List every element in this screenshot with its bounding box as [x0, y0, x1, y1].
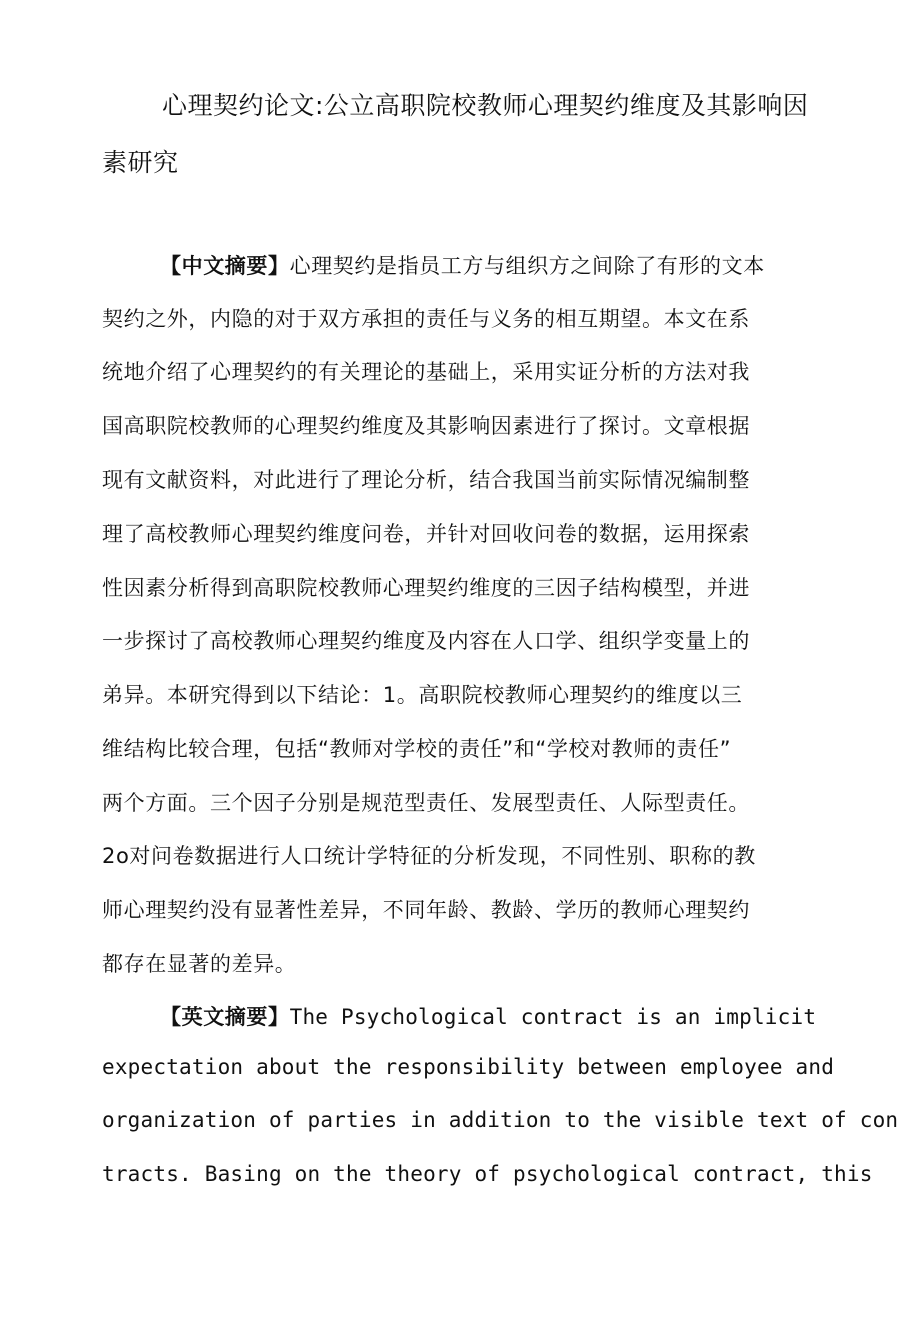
cn-abstract-line-8: 一步探讨了高校教师心理契约维度及内容在人口学、组织学变量上的: [102, 629, 750, 653]
en-abstract-line-3: organization of parties in addition to the visible text of con: [102, 1108, 899, 1132]
cn-abstract-line-7: 性因素分析得到高职院校教师心理契约维度的三因子结构模型，并进: [102, 576, 750, 600]
cn-abstract-line-14: 都存在显著的差异。: [102, 952, 297, 976]
title-line-2: 素研究: [102, 148, 179, 177]
cn-abstract-line-10: 维结构比较合理，包括“教师对学校的责任”和“学校对教师的责任”: [102, 737, 732, 761]
cn-abstract-line-13: 师心理契约没有显著性差异，不同年龄、教龄、学历的教师心理契约: [102, 898, 750, 922]
cn-abstract-line-11: 两个方面。三个因子分别是规范型责任、发展型责任、人际型责任。: [102, 791, 750, 815]
cn-abstract-line-5: 现有文献资料，对此进行了理论分析，结合我国当前实际情况编制整: [102, 468, 750, 492]
cn-abstract-label: 【中文摘要】: [160, 254, 290, 278]
cn-abstract-line-2: 契约之外，内隐的对于双方承担的责任与义务的相互期望。本文在系: [102, 307, 750, 331]
cn-abstract-line-6: 理了高校教师心理契约维度问卷，并针对回收问卷的数据，运用探索: [102, 522, 750, 546]
cn-abstract-line-3: 统地介绍了心理契约的有关理论的基础上，采用实证分析的方法对我: [102, 360, 750, 384]
cn-abstract-text: 心理契约是指员工方与组织方之间除了有形的文本: [289, 254, 765, 278]
cn-abstract-line-12: 2o对问卷数据进行人口统计学特征的分析发现，不同性别、职称的教: [102, 844, 756, 868]
en-abstract-label: 【英文摘要】: [160, 1005, 290, 1029]
en-abstract-line-2: expectation about the responsibility between employee and: [102, 1055, 835, 1079]
cn-abstract-line-4: 国高职院校教师的心理契约维度及其影响因素进行了探讨。文章根据: [102, 414, 750, 438]
cn-abstract-line-1: [160, 250, 765, 280]
en-abstract-text: The Psychological contract is an implicit: [289, 1005, 817, 1029]
title-line-1: 心理契约论文:公立高职院校教师心理契约维度及其影响因: [162, 91, 809, 120]
en-abstract-line-4: tracts. Basing on the theory of psychological contract, this: [102, 1162, 873, 1186]
cn-abstract-line-9: 弟异。本研究得到以下结论：1。高职院校教师心理契约的维度以三: [102, 683, 743, 707]
en-abstract-line-1: [160, 1001, 816, 1031]
